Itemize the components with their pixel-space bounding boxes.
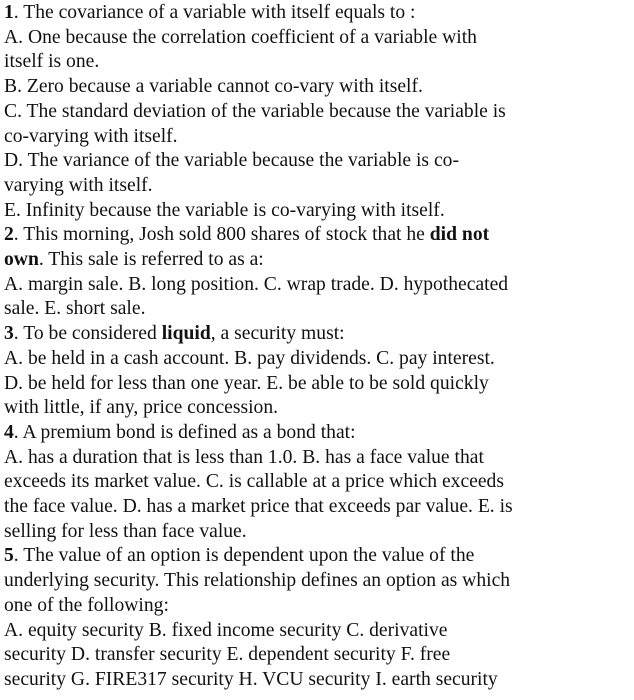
question-4 [4,421,634,545]
option-line: E. Infinity because the variable is co-varying with itself. [4,199,445,221]
option-line: security G. FIRE317 security H. VCU security I. earth security [4,668,498,690]
option-line: with little, if any, price concession. [4,397,279,419]
question-stem: 4. A premium bond is defined as a bond that: [4,421,356,443]
question-stem: 3. To be considered liquid, a security must: [4,323,345,345]
option-line: A. equity security B. fixed income security C. derivative [4,619,448,641]
emphasis-text: own [4,249,39,271]
question-stem: 1. The covariance of a variable with itself equals to : [4,2,416,23]
option-line: selling for less than face value. [4,520,247,542]
option-line: the face value. D. has a market price that exceeds par value. E. is [4,496,513,518]
question-number: 5 [4,545,14,567]
question-number: 1 [4,2,14,23]
option-line: B. Zero because a variable cannot co-vary with itself. [4,76,423,98]
option-line: varying with itself. [4,174,153,196]
option-line: A. has a duration that is less than 1.0. B. has a face value that [4,446,484,468]
option-line: D. be held for less than one year. E. be able to be sold quickly [4,372,489,394]
option-line: exceeds its market value. C. is callable at a price which exceeds [4,471,504,493]
question-stem-continued: one of the following: [4,594,169,616]
question-number: 2 [4,224,14,246]
question-2 [4,223,634,322]
question-stem-continued: own. This sale is referred to as a: [4,249,264,271]
option-line: co-varying with itself. [4,125,178,147]
question-stem: 5. The value of an option is dependent upon the value of the [4,545,475,567]
question-3 [4,322,634,421]
emphasis-text: did not [429,224,490,246]
option-line: D. The variance of the variable because the variable is co- [4,150,459,172]
option-line: A. margin sale. B. long position. C. wrap trade. D. hypothecated [4,273,509,295]
option-line: security D. transfer security E. dependent security F. free [4,644,451,666]
question-5 [4,544,634,692]
option-line: itself is one. [4,51,100,73]
question-stem: 2. This morning, Josh sold 800 shares of stock that he did not [4,224,490,246]
question-number: 4 [4,421,14,443]
option-line: A. One because the correlation coefficient of a variable with [4,26,477,48]
emphasis-text: liquid [161,323,211,345]
question-stem-continued: underlying security. This relationship defines an option as which [4,570,511,592]
option-line: A. be held in a cash account. B. pay dividends. C. pay interest. [4,347,495,369]
question-1 [4,1,634,223]
option-line: C. The standard deviation of the variable because the variable is [4,100,506,122]
question-number: 3 [4,323,14,345]
option-line: sale. E. short sale. [4,298,146,320]
